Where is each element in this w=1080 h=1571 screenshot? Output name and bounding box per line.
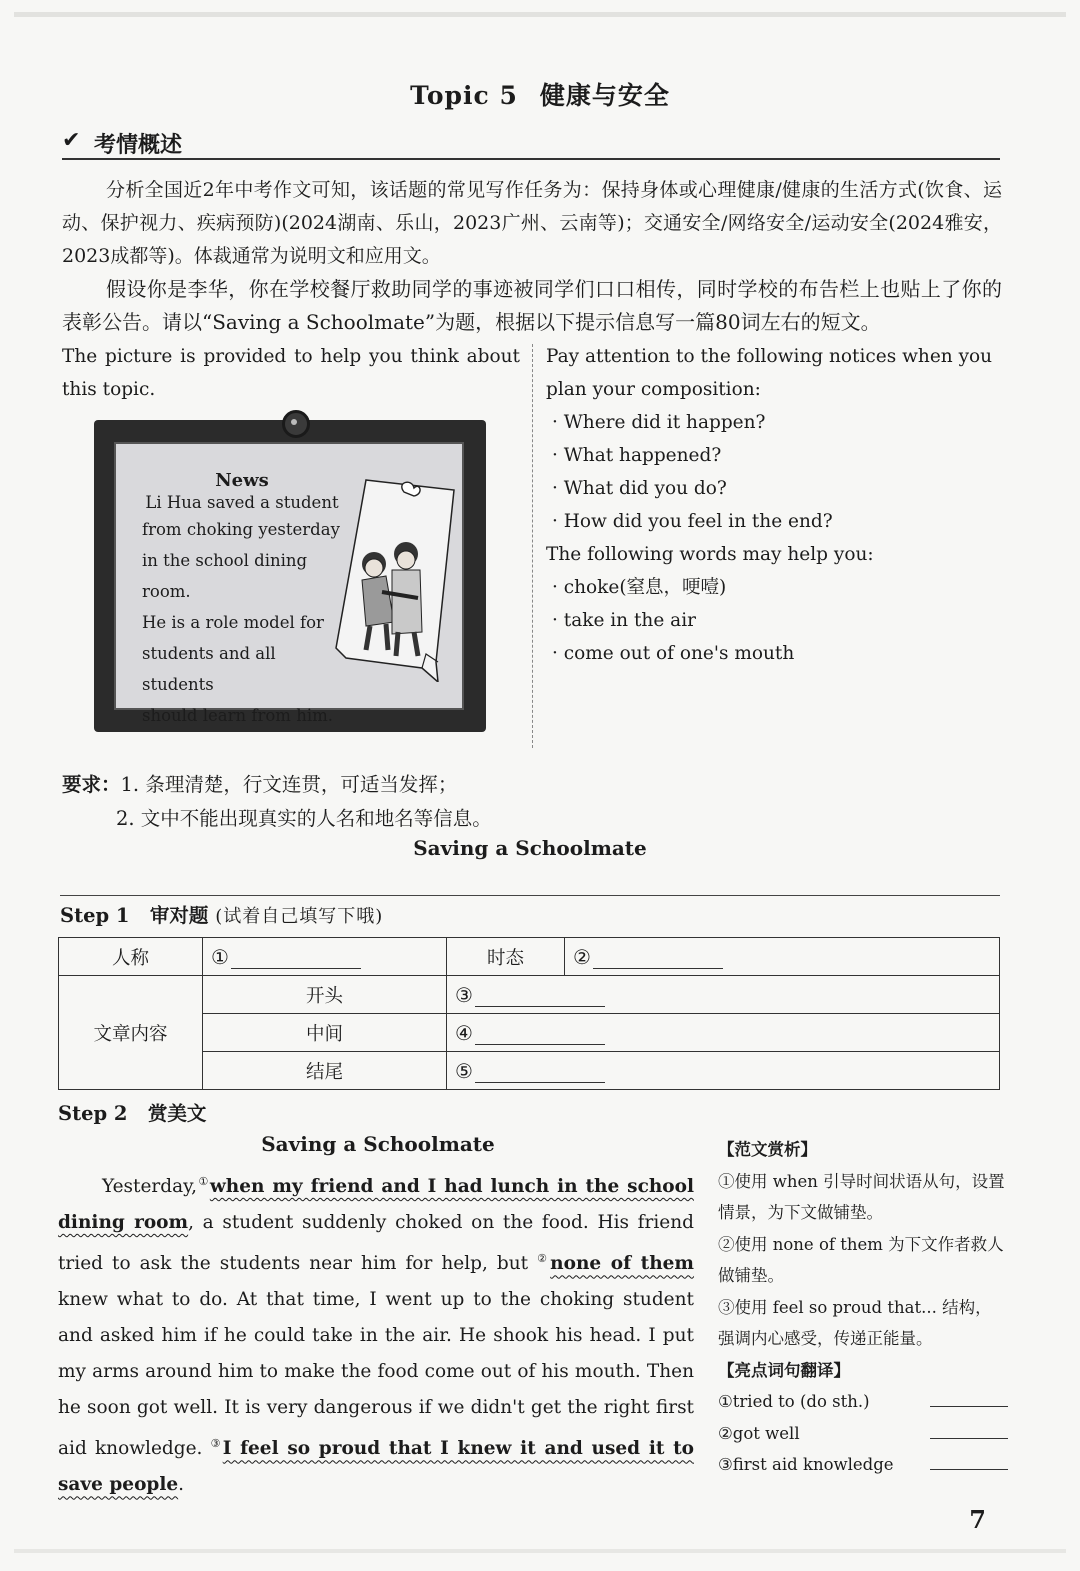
essay-title: Saving a Schoolmate xyxy=(261,1132,495,1156)
words-intro: The following words may help you: xyxy=(546,544,874,565)
blank-marker: ⑤ xyxy=(455,1058,473,1083)
requirements xyxy=(62,768,1002,836)
translate-answer-line[interactable] xyxy=(930,1449,1008,1470)
topic-label: Topic 5 xyxy=(410,81,518,110)
translate-phrase: ③first aid knowledge xyxy=(718,1455,894,1474)
word-item: · take in the air xyxy=(546,604,1002,637)
scan-edge-top xyxy=(14,12,1066,17)
analysis-heading: 【范文赏析】 xyxy=(718,1140,817,1159)
requirements-label: 要求： xyxy=(62,773,121,796)
blank-marker: ② xyxy=(573,944,591,969)
table-row xyxy=(59,938,1000,976)
translate-phrase: ①tried to (do sth.) xyxy=(718,1392,870,1411)
step2-name: 赏美文 xyxy=(147,1102,207,1125)
bulletin-board-picture xyxy=(94,420,486,732)
bulletin-board-surface xyxy=(114,442,464,725)
tense-blank[interactable] xyxy=(565,938,1000,976)
part-blank[interactable] xyxy=(447,1052,1000,1090)
content-label: 文章内容 xyxy=(59,976,203,1090)
blank-marker: ④ xyxy=(455,1020,473,1045)
column-divider xyxy=(532,344,533,748)
essay-highlight: I feel so proud that I knew it and used it to save people xyxy=(58,1438,694,1496)
answer-line[interactable] xyxy=(231,946,361,969)
part-blank[interactable] xyxy=(447,1014,1000,1052)
notice-column xyxy=(546,340,1002,670)
answer-line[interactable] xyxy=(475,1060,605,1083)
part-blank[interactable] xyxy=(447,976,1000,1014)
requirement-item: 2. 文中不能出现真实的人名和地名等信息。 xyxy=(116,807,492,830)
news-line: Li Hua saved a student xyxy=(145,493,339,512)
answer-line[interactable] xyxy=(475,984,605,1007)
model-essay xyxy=(58,1164,694,1503)
table-row xyxy=(59,976,1000,1014)
tense-label: 时态 xyxy=(447,938,565,976)
essay-highlight: none of them xyxy=(550,1253,695,1275)
essay-sidebar xyxy=(718,1134,1008,1481)
word-item: · choke(窒息，哽噎) xyxy=(546,571,1002,604)
step2-heading xyxy=(58,1098,206,1126)
word-item: · come out of one's mouth xyxy=(546,637,1002,670)
page-number: 7 xyxy=(969,1505,986,1534)
notice-intro: Pay attention to the following notices when you plan your composition: xyxy=(546,346,993,400)
person-blank[interactable] xyxy=(203,938,447,976)
scan-edge-bottom xyxy=(14,1549,1066,1553)
translate-item xyxy=(718,1418,1008,1450)
question-item: · How did you feel in the end? xyxy=(546,505,1002,538)
translate-answer-line[interactable] xyxy=(930,1418,1008,1439)
blank-marker: ① xyxy=(211,944,229,969)
analysis-item: ③使用 feel so proud that... 结构，强调内心感受，传递正能量。 xyxy=(718,1297,992,1348)
translate-answer-line[interactable] xyxy=(930,1386,1008,1407)
topic-title xyxy=(0,76,1080,112)
news-heading: News xyxy=(215,470,269,491)
section-divider xyxy=(60,895,1000,896)
news-line: He is a role model for xyxy=(142,613,324,632)
essay-highlight: when my friend and I had lunch in the school dining room xyxy=(58,1176,694,1234)
essay-text: knew what to do. At that time, I went up to the choking student and asked him if he could take in the air. He shook his head. I put my arms around him to make the food come out of his mouth. Then he soon got well. It is very dangerous if we didn't get the right first aid knowledge. xyxy=(58,1289,694,1460)
overview-heading-text: 考情概述 xyxy=(94,133,183,158)
nail-icon xyxy=(282,410,310,438)
news-line: students and all students xyxy=(142,644,276,694)
translate-phrase: ②got well xyxy=(718,1423,800,1443)
answer-line[interactable] xyxy=(475,1022,605,1045)
step1-heading xyxy=(60,900,383,928)
topic-name: 健康与安全 xyxy=(539,81,670,110)
question-item: · Where did it happen? xyxy=(546,406,1002,439)
part-label: 结尾 xyxy=(203,1052,447,1090)
step1-name: 审对题 xyxy=(149,904,209,927)
question-item: · What happened? xyxy=(546,439,1002,472)
news-line: in the school dining room. xyxy=(142,551,308,601)
highlight-marker: ② xyxy=(537,1252,551,1266)
check-icon: ✔ xyxy=(62,128,81,153)
composition-title: Saving a Schoolmate xyxy=(413,836,647,860)
pinned-note-illustration xyxy=(326,472,466,682)
translate-item xyxy=(718,1386,1008,1418)
news-notice xyxy=(142,470,342,731)
analysis-table xyxy=(58,937,1000,1090)
analysis-item: ②使用 none of them 为下文作者救人做铺垫。 xyxy=(718,1234,1004,1285)
essay-text: Yesterday, xyxy=(102,1176,198,1198)
step1-hint: (试着自己填写下哦) xyxy=(215,906,384,927)
answer-line[interactable] xyxy=(593,946,723,969)
part-label: 开头 xyxy=(203,976,447,1014)
part-label: 中间 xyxy=(203,1014,447,1052)
translate-item xyxy=(718,1449,1008,1481)
step2-label: Step 2 xyxy=(58,1102,128,1125)
news-line: should learn from him. xyxy=(142,706,333,725)
step1-label: Step 1 xyxy=(60,904,130,927)
overview-paragraph: 分析全国近2年中考作文可知，该话题的常见写作任务为：保持身体或心理健康/健康的生活方式(饮食、运动、保护视力、疾病预防)(2024湖南、乐山，2023广州、云南等)；交通安全/网络安全/运动安全(2024雅安，2023成都等)。体裁通常为说明文和应用文。 xyxy=(62,179,1002,267)
person-label: 人称 xyxy=(59,938,203,976)
highlight-marker: ③ xyxy=(210,1437,223,1451)
essay-text: , a student suddenly choked on the food. His friend tried to ask the students near him for help, but xyxy=(58,1212,694,1275)
news-line: from choking yesterday xyxy=(142,520,340,539)
essay-text: . xyxy=(178,1474,185,1496)
overview-heading xyxy=(62,128,1000,160)
task-prompt: 假设你是李华，你在学校餐厅救助同学的事迹被同学们口口相传，同时学校的布告栏上也贴上了你的表彰公告。请以“Saving a Schoolmate”为题，根据以下提示信息写一篇80词左右的短文。 xyxy=(62,277,1002,334)
translate-heading: 【亮点词句翻译】 xyxy=(718,1360,850,1380)
question-item: · What did you do? xyxy=(546,472,1002,505)
blank-marker: ③ xyxy=(455,982,473,1007)
picture-note: The picture is provided to help you think about this topic. xyxy=(62,346,520,400)
highlight-marker: ① xyxy=(197,1175,210,1188)
analysis-item: ①使用 when 引导时间状语从句，设置情景，为下文做铺垫。 xyxy=(718,1171,1005,1222)
requirement-item: 1. 条理清楚，行文连贯，可适当发挥； xyxy=(120,773,458,796)
